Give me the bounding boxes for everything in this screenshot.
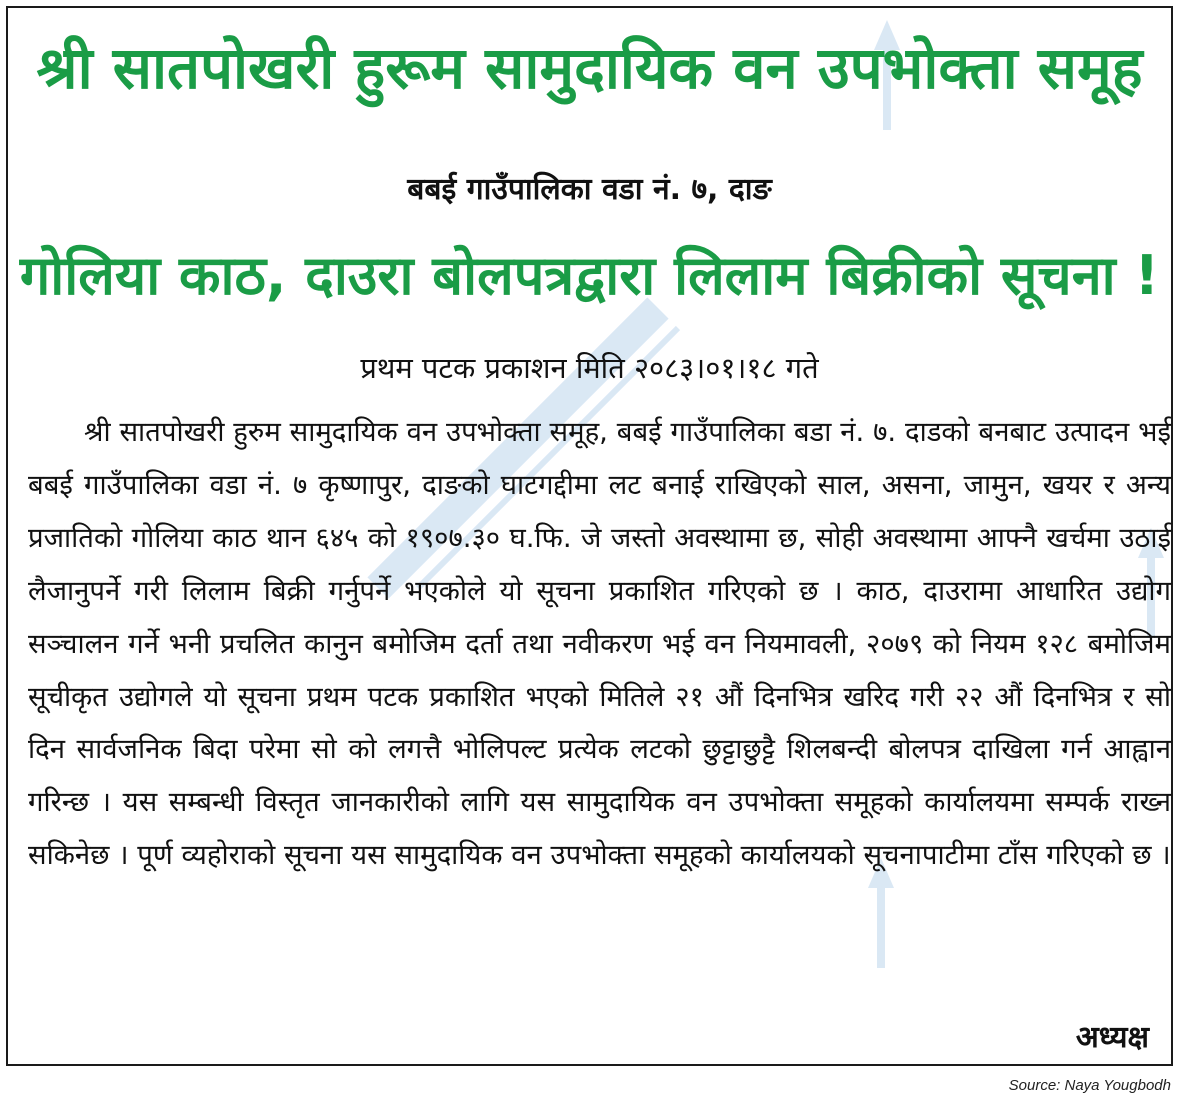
notice-body: श्री सातपोखरी हुरुम सामुदायिक वन उपभोक्ता समूह, बबई गाउँपालिका बडा नं. ७. दाडको बनबाट उत्पादन भई बबई गाउँपालिका वडा नं. ७ कृष्णापुर, दाङको घाटगद्दीमा लट बनाई राखिएको साल, असना, जामुन, खयर र अन्य प्रजातिको गोलिया काठ थान ६४५ को १९०७.३० घ.फि. जे जस्तो अवस्थामा छ, सोही अवस्थामा आफ्नै खर्चमा उठाई लैजानुपर्ने गरी लिलाम बिक्री गर्नुपर्ने भएकोले यो सूचना प्रकाशित गरिएको छ । काठ, दाउरामा आधारित उद्योग सञ्चालन गर्ने भनी प्रचलित कानुन बमोजिम दर्ता तथा नवीकरण भई वन नियमावली, २०७९ को नियम १२८ बमोजिम सूचीकृत उद्योगले यो सूचना प्रथम पटक प्रकाशित भएको मितिले २१ औं दिनभित्र खरिद गरी २२ औं दिनभित्र र सो दिन सार्वजनिक बिदा परेमा सो को लगत्तै भोलिपल्ट प्रत्येक लटको छुट्टाछुट्टै शिलबन्दी बोलपत्र दाखिला गर्न आह्वान गरिन्छ । यस सम्बन्धी विस्तृत जानकारीको लागि यस सामुदायिक वन उपभोक्ता समूहको कार्यालयमा सम्पर्क राख्न सकिनेछ । पूर्ण व्यहोराको सूचना यस सामुदायिक वन उपभोक्ता समूहको कार्यालयको सूचनापाटीमा टाँस गरिएको छ । (28, 416, 1171, 872)
notice-headline: गोलिया काठ, दाउरा बोलपत्रद्वारा लिलाम बिक्रीको सूचना ! (19, 244, 1160, 307)
notice-title: श्री सातपोखरी हुरूम सामुदायिक वन उपभोक्ता समूह (36, 34, 1143, 102)
notice-frame (6, 6, 1173, 1066)
publication-date: प्रथम पटक प्रकाशन मिति २०८३।०१।१८ गते (360, 351, 819, 385)
signature: अध्यक्ष (1075, 1020, 1149, 1055)
source-credit: Source: Naya Yougbodh (1008, 1077, 1171, 1094)
notice-address: बबई गाउँपालिका वडा नं. ७, दाङ (407, 172, 772, 207)
